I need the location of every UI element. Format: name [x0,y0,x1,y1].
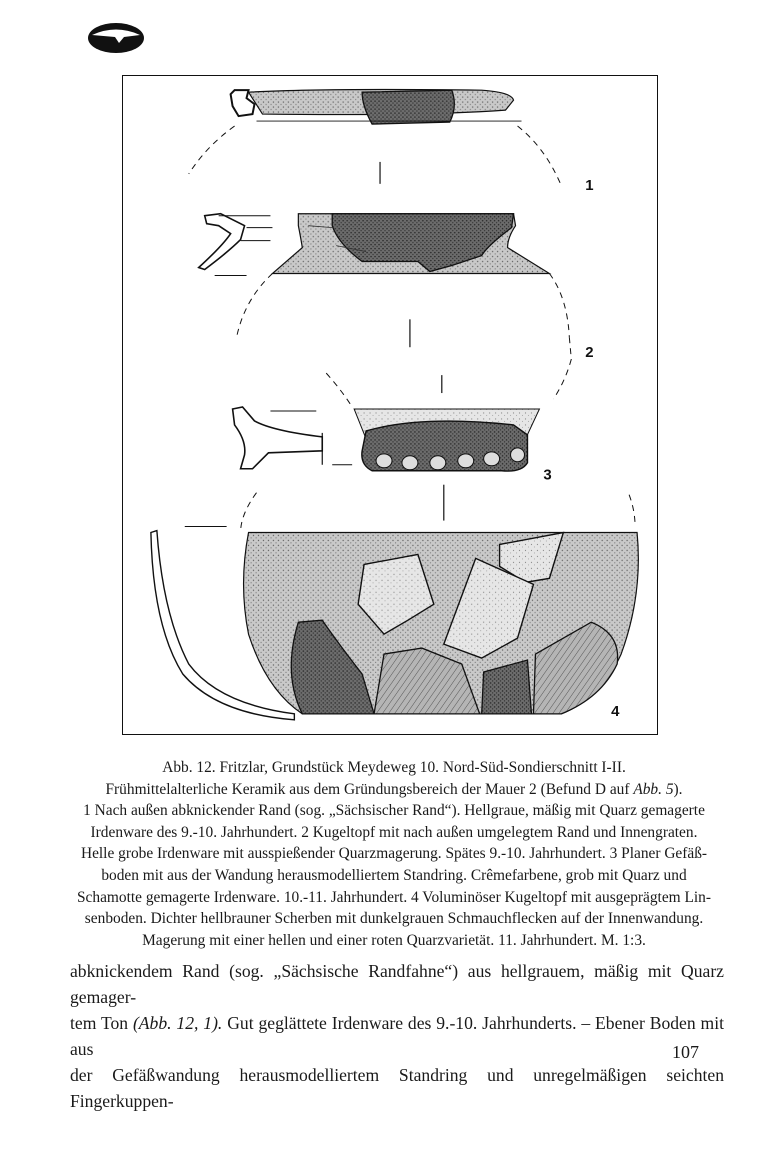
caption-line-4: Irdenware des 9.-10. Jahrhundert. 2 Kugeltopf mit nach außen umgelegtem Rand und Innengraten. [90,823,698,841]
caption-line-5: Helle grobe Irdenware mit ausspießender Quarzmagerung. Spätes 9.-10. Jahrhundert. 3 Planer Gefäß- [80,845,708,863]
figure-label-4: 4 [611,702,620,720]
figure-label-3: 3 [543,466,552,484]
vessel-4-drawing [151,493,638,720]
body-line-3: der Gefäßwandung herausmodelliertem Standring und unregelmäßigen seichten Fingerkuppen- [70,1065,724,1111]
figure-caption [60,757,728,951]
body-paragraph [70,958,724,1114]
caption-line-2: Frühmittelalterliche Keramik aus dem Gründungsbereich der Mauer 2 (Befund D auf Abb. 5). [105,780,683,798]
vessel-2-drawing [199,214,572,407]
page-number: 107 [672,1042,699,1062]
caption-line-1: Abb. 12. Fritzlar, Grundstück Meydeweg 10. Nord-Süd-Sondierschnitt I-II. [162,759,626,776]
caption-line-9: Magerung mit einer hellen und einer roten Quarzvarietät. 11. Jahrhundert. M. 1:3. [142,931,646,949]
caption-line-3: 1 Nach außen abknickender Rand (sog. „Sächsischer Rand“). Hellgraue, mäßig mit Quarz gemagerte [83,802,705,820]
body-line-2: tem Ton (Abb. 12, 1). Gut geglättete Irdenware des 9.-10. Jahrhunderts. – Ebener Boden mit aus [70,1013,724,1059]
publisher-logo-icon [86,18,148,56]
figure-label-1: 1 [585,176,594,194]
pottery-drawings [123,76,657,734]
caption-line-6: boden mit aus der Wandung herausmodelliertem Standring. Crêmefarbene, grob mit Quarz und [101,866,687,884]
figure-label-2: 2 [585,344,594,362]
figure-reference: (Abb. 12, 1). [132,1013,223,1033]
caption-line-8: senboden. Dichter hellbrauner Scherben mit dunkelgrauen Schmauchflecken auf der Innenwandung. [84,910,704,928]
figure-plate [122,75,658,735]
vessel-1-drawing [189,90,562,186]
body-line-1: abknickendem Rand (sog. „Sächsische Randfahne“) aus hellgrauem, mäßig mit Quarz gemager- [70,961,724,1007]
caption-line-7: Schamotte gemagerte Irdenware. 10.-11. Jahrhundert. 4 Voluminöser Kugeltopf mit ausgeprägtem Lin- [77,888,711,906]
figure-reference: Abb. 5 [633,780,674,798]
vessel-3-drawing [233,407,540,521]
